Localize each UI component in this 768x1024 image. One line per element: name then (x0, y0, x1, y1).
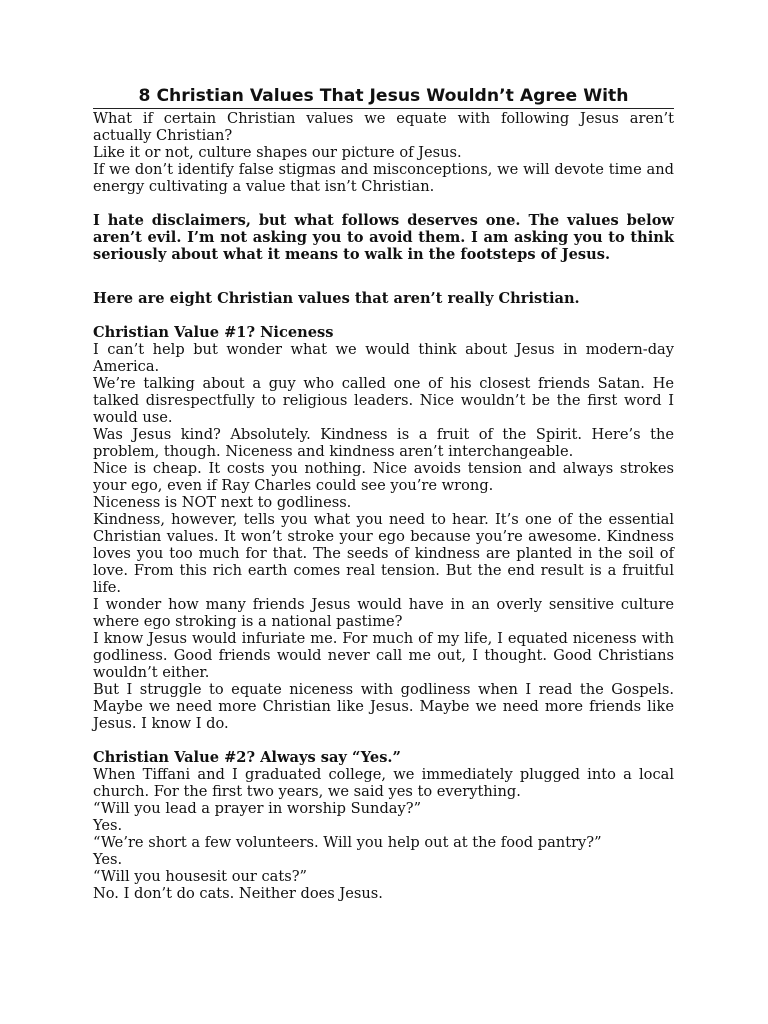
value1-paragraph-2: We’re talking about a guy who called one of his closest friends Satan. He talked disrespectfully to religious leaders. Nice wouldn’t be the first word I would use. (93, 375, 674, 426)
value2-heading: Christian Value #2? Always say “Yes.” (93, 749, 401, 766)
spacer (93, 280, 674, 290)
value1-paragraph-5: Niceness is NOT next to godliness. (93, 494, 352, 511)
value2-paragraph-6: “Will you housesit our cats?” (93, 868, 308, 885)
value1-paragraph-3: Was Jesus kind? Absolutely. Kindness is a fruit of the Spirit. Here’s the problem, though. Niceness and kindness aren’t interchangeable. (93, 426, 674, 460)
spacer (93, 307, 674, 324)
value2-paragraph-4: “We’re short a few volunteers. Will you help out at the food pantry?” (93, 834, 602, 851)
value1-paragraph-7: I wonder how many friends Jesus would have in an overly sensitive culture where ego stroking is a national pastime? (93, 596, 674, 630)
document-title: 8 Christian Values That Jesus Wouldn’t Agree With (93, 86, 674, 109)
intro-paragraph-1: What if certain Christian values we equate with following Jesus aren’t actually Christian? (93, 110, 674, 144)
value2-paragraph-1: When Tiffani and I graduated college, we immediately plugged into a local church. For the first two years, we said yes to everything. (93, 766, 674, 800)
value2-paragraph-3: Yes. (93, 817, 123, 834)
document-page (93, 86, 674, 902)
lead-in-paragraph: Here are eight Christian values that aren’t really Christian. (93, 290, 580, 307)
spacer (93, 263, 674, 280)
value1-heading: Christian Value #1? Niceness (93, 324, 334, 341)
intro-paragraph-3: If we don’t identify false stigmas and misconceptions, we will devote time and energy cultivating a value that isn’t Christian. (93, 161, 674, 195)
value1-paragraph-6: Kindness, however, tells you what you need to hear. It’s one of the essential Christian values. It won’t stroke your ego because you’re awesome. Kindness loves you too much for that. The seeds of kindness are planted in the soil of love. From this rich earth comes real tension. But the end result is a fruitful life. (93, 511, 674, 596)
intro-paragraph-2: Like it or not, culture shapes our picture of Jesus. (93, 144, 462, 161)
value1-paragraph-1: I can’t help but wonder what we would think about Jesus in modern-day America. (93, 341, 674, 375)
value2-paragraph-5: Yes. (93, 851, 123, 868)
value1-paragraph-8: I know Jesus would infuriate me. For much of my life, I equated niceness with godliness. Good friends would never call me out, I thought. Good Christians wouldn’t either. (93, 630, 674, 681)
value2-paragraph-7: No. I don’t do cats. Neither does Jesus. (93, 885, 383, 902)
value1-paragraph-4: Nice is cheap. It costs you nothing. Nice avoids tension and always strokes your ego, even if Ray Charles could see you’re wrong. (93, 460, 674, 494)
value2-paragraph-2: “Will you lead a prayer in worship Sunday?” (93, 800, 422, 817)
spacer (93, 195, 674, 212)
spacer (93, 732, 674, 749)
value1-paragraph-9: But I struggle to equate niceness with godliness when I read the Gospels. Maybe we need more Christian like Jesus. Maybe we need more friends like Jesus. I know I do. (93, 681, 674, 732)
disclaimer-paragraph: I hate disclaimers, but what follows deserves one. The values below aren’t evil. I’m not asking you to avoid them. I am asking you to think seriously about what it means to walk in the footsteps of Jesus. (93, 212, 674, 263)
